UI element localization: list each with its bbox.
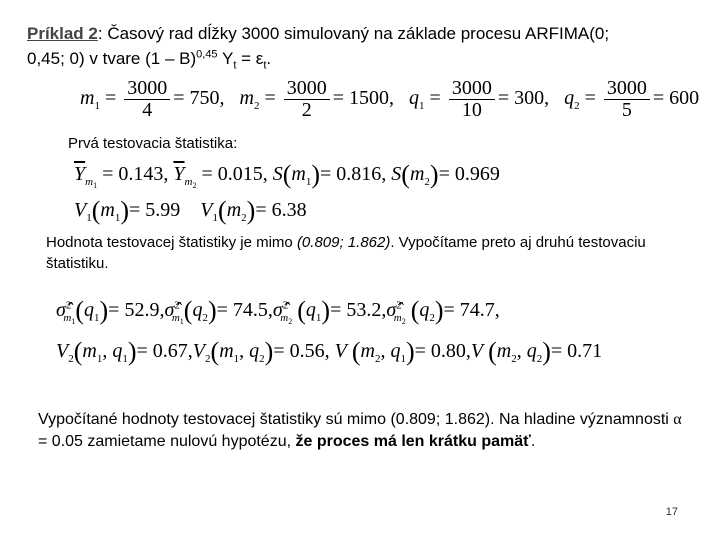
final-text-c: . [530, 433, 536, 450]
final-bold-conclusion: že proces má len krátku pamäť [295, 433, 531, 450]
first-stat-label: Prvá testovacia štatistika: [68, 135, 238, 152]
m2-denominator: 2 [301, 99, 312, 121]
q2-fraction [604, 78, 650, 121]
m2-sub: 2 [253, 100, 260, 113]
m2-result: = 1500, [332, 87, 395, 110]
q1-fraction [449, 78, 495, 121]
m1-numerator: 3000 [124, 78, 170, 100]
title-text-b: 0,45; 0) v tvare (1 – B) [27, 49, 197, 68]
note-paragraph [46, 232, 666, 274]
title-text-d: = ε [236, 49, 264, 68]
v2-m2-q2-value: = 0.71 [550, 340, 603, 362]
title-sub-t2: t [263, 59, 267, 72]
v2-m2-q1-value: = 0.80, [414, 340, 471, 362]
note-interval: (0.809; 1.862) [296, 234, 391, 251]
m2-symbol: m [239, 87, 254, 110]
v2-m1-q2-value: = 0.56, [273, 340, 330, 362]
final-text-a: Vypočítané hodnoty testovacej štatistiky sú mimo (0.809; 1.862). Na hladine významnosti [38, 411, 674, 428]
sigma-m2-q1-value: = 53.2, [330, 299, 387, 321]
title-text-e: . [266, 49, 272, 68]
m2-numerator: 3000 [284, 78, 330, 100]
sigma-m1-q2-value: = 74.5, [216, 299, 273, 321]
equation-v2: $V_2(m_1$, $q_1)= 0.67,V_2(m_1$, $q_2)= 0.56$, V ($m_2$, $q_1)= 0.80,V$ ($m_2$, $q_2)= 0.71$ [56, 337, 603, 366]
conclusion-paragraph [38, 409, 688, 453]
q1-sub: 1 [419, 100, 425, 113]
q2-numerator: 3000 [604, 78, 650, 100]
note-text-a: Hodnota testovacej štatistiky je mimo [46, 234, 297, 251]
s1-value: = 0.816, [320, 163, 387, 185]
v2-m1-q1-value: = 0.67, [136, 340, 193, 362]
ybar1-value: = 0.143, [102, 163, 169, 185]
title-text-a: : Časový rad dĺžky 3000 simulovaný na základe procesu ARFIMA(0; [97, 24, 610, 43]
equation-sigma: $\sigmâ^2_{m_1}(q_1)=$ $52.9,\sigmâ^2_{m_1}(q_2)=$ 74.5,σ̂$^2_{m_2}$ $(q_1)=$ 53.2,σ̂$^2_{m_2}$ $(q_2)= 74.7$, [56, 296, 500, 327]
q2-denominator: 5 [621, 99, 632, 121]
v1-m1-value: = 5.99 [129, 199, 181, 221]
q1-result: = 300, [497, 87, 550, 110]
m1-symbol: m [80, 87, 95, 110]
q1-denominator: 10 [461, 99, 482, 121]
example-label: Príklad 2 [27, 24, 98, 43]
ybar2-value: = 0.015, [201, 163, 268, 185]
equation-ybar-s: $\overline{Y}_{m_1} = 0.143$, $\overline{Y}_{m_2} = 0.015$, $S(m_1)= 0.816$, $S(m_2)= 0.969$ [74, 160, 500, 191]
q2-result: = 600 [652, 87, 700, 110]
m1-sub: 1 [94, 100, 100, 113]
final-text-b: = 0.05 zamietame nulovú hypotézu, [38, 433, 296, 450]
page-number: 17 [665, 506, 678, 518]
alpha-symbol: α [673, 411, 682, 428]
m1-result: = 750, [173, 87, 225, 110]
s2-value: = 0.969 [438, 163, 500, 185]
sigma-m1-q1-value: = 52.9, [108, 299, 165, 321]
m1-denominator: 4 [142, 99, 153, 121]
slide-title [27, 21, 697, 71]
title-text-c: Y [217, 49, 234, 68]
title-sub-t: t [233, 59, 237, 72]
q2-symbol: q [564, 87, 575, 110]
equation-m-q: $m_1$ = $\frac{3000}{4}$ = 750, $m_2$ = $\frac{3000}{2}$ = 1500, $q_1$ = $\frac{3000}{10}$ = 300, $q_2$ = $\frac{3000}{5}$ = 600 [80, 77, 700, 121]
v1-m2-value: = 6.38 [255, 199, 307, 221]
equation-v1: $V_1(m_1)= 5.99$ $V_1(m_2)= 6.38$ [74, 196, 307, 225]
m2-fraction [284, 78, 330, 121]
q2-sub: 2 [574, 100, 580, 113]
q1-symbol: q [409, 87, 420, 110]
sigma-m2-q2-value: = 74.7, [443, 299, 500, 321]
m1-fraction [124, 78, 170, 121]
title-exponent: 0,45 [196, 48, 218, 61]
note-text-b: . Vypočítame preto aj druhú testovaciu štatistiku. [46, 234, 646, 272]
q1-numerator: 3000 [449, 78, 495, 100]
